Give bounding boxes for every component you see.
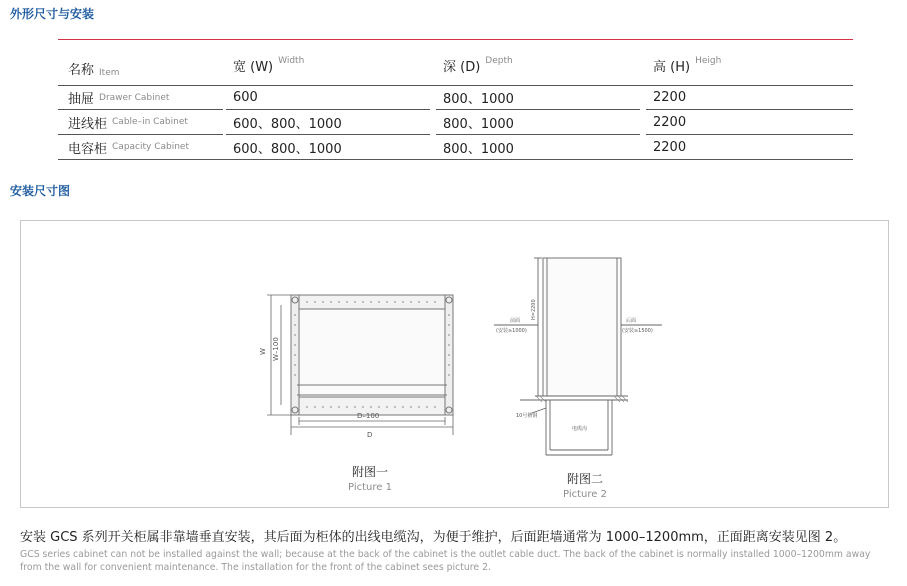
- dim-h-label: H=2200: [531, 299, 537, 320]
- table-header-row: [58, 48, 853, 85]
- table-row: [58, 86, 853, 109]
- table-rule: [58, 159, 853, 160]
- figure1-drawing: [245, 285, 465, 445]
- figure1-caption: 附图一 Picture 1: [348, 465, 392, 493]
- dim-w100-label: W–100: [272, 337, 280, 361]
- row-height: 2200: [653, 90, 687, 105]
- row-depth: 800、1000: [443, 116, 514, 132]
- table-row: [58, 110, 853, 134]
- row-depth: 800、1000: [443, 92, 514, 107]
- description-en: GCS series cabinet can not be installed against the wall; because at the back of the cabinet is the outlet cable duct. The back of the cabinet is normally installed 1000–1200mm away from the wall for convenient maintenance. The installation for the front of the cabinet sees picture 2.: [20, 549, 871, 573]
- header-item: 名称 Item: [68, 63, 120, 78]
- title-divider: [58, 39, 853, 40]
- row-height: 2200: [653, 139, 687, 155]
- back-label: 前面: [510, 318, 521, 324]
- dim-d-label: D: [367, 431, 373, 439]
- section-title-install: 安装尺寸图: [10, 184, 71, 198]
- figure2-drawing: [480, 250, 680, 465]
- header-depth: 深 (D) Depth: [443, 56, 513, 75]
- row-item: 电容柜 Capacity Cabinet: [68, 141, 189, 157]
- header-height: 高 (H) Heigh: [653, 56, 722, 75]
- row-width: 600、800、1000: [233, 116, 342, 132]
- trench-label: 电缆沟: [572, 426, 588, 432]
- bolt-label: 10号槽钢: [516, 413, 538, 419]
- dim-w-label: W: [259, 348, 267, 355]
- back-note: (安装≥1000): [496, 328, 527, 334]
- description-zh: 安装 GCS 系列开关柜属非靠墙垂直安装，其后面为柜体的出线电缆沟，为便于维护，后面距墙通常为 1000–1200mm，正面距离安装见图 2。: [20, 530, 847, 545]
- row-width: 600、800、1000: [233, 141, 342, 157]
- table-row: [58, 135, 853, 159]
- row-width: 600: [233, 90, 258, 105]
- dim-d100-label: D–100: [357, 412, 380, 420]
- header-width: 宽 (W) Width: [233, 56, 305, 75]
- section-title-dimensions: 外形尺寸与安装: [10, 7, 95, 21]
- row-depth: 800、1000: [443, 141, 514, 157]
- front-label: 后面: [626, 318, 637, 324]
- row-item: 进线柜 Cable–in Cabinet: [68, 116, 188, 132]
- figure2-caption: 附图二 Picture 2: [563, 472, 607, 500]
- row-height: 2200: [653, 114, 687, 130]
- row-item: 抽屉 Drawer Cabinet: [68, 92, 170, 107]
- front-note: (安装≥1500): [622, 328, 653, 334]
